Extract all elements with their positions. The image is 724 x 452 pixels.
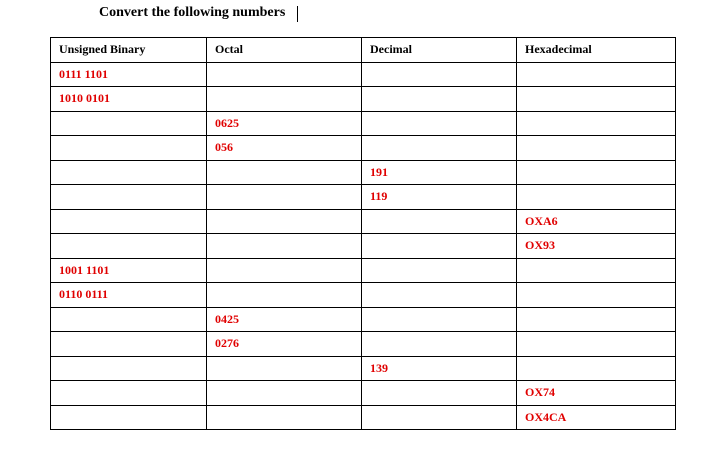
- table-row: [51, 160, 676, 185]
- cell-binary[interactable]: [51, 185, 207, 210]
- table-row: [51, 209, 676, 234]
- cell-hexadecimal[interactable]: [517, 356, 676, 381]
- header-octal: Octal: [207, 38, 362, 63]
- cell-binary[interactable]: [51, 234, 207, 259]
- cell-decimal[interactable]: 139: [362, 356, 517, 381]
- table-row: [51, 111, 676, 136]
- cell-octal[interactable]: [207, 258, 362, 283]
- cell-binary[interactable]: [51, 332, 207, 357]
- table-row: [51, 307, 676, 332]
- cell-binary[interactable]: 1001 1101: [51, 258, 207, 283]
- cell-decimal[interactable]: [362, 283, 517, 308]
- cell-binary[interactable]: 1010 0101: [51, 87, 207, 112]
- cell-binary[interactable]: 0110 0111: [51, 283, 207, 308]
- cell-octal[interactable]: [207, 283, 362, 308]
- cell-octal[interactable]: [207, 405, 362, 430]
- cell-octal[interactable]: [207, 62, 362, 87]
- cell-hexadecimal[interactable]: [517, 136, 676, 161]
- table-row: [51, 381, 676, 406]
- cell-octal[interactable]: [207, 209, 362, 234]
- cell-hexadecimal[interactable]: [517, 160, 676, 185]
- table-row: [51, 234, 676, 259]
- table-row: [51, 87, 676, 112]
- cell-octal[interactable]: [207, 234, 362, 259]
- cell-hexadecimal[interactable]: OXA6: [517, 209, 676, 234]
- cell-decimal[interactable]: 191: [362, 160, 517, 185]
- table-row: [51, 283, 676, 308]
- cell-decimal[interactable]: [362, 234, 517, 259]
- cell-decimal[interactable]: 119: [362, 185, 517, 210]
- cell-decimal[interactable]: [362, 381, 517, 406]
- table-row: [51, 258, 676, 283]
- text-cursor: [297, 6, 298, 22]
- cell-octal[interactable]: 0625: [207, 111, 362, 136]
- cell-hexadecimal[interactable]: [517, 307, 676, 332]
- table-row: [51, 405, 676, 430]
- cell-binary[interactable]: [51, 381, 207, 406]
- cell-octal[interactable]: [207, 185, 362, 210]
- cell-decimal[interactable]: [362, 405, 517, 430]
- cell-hexadecimal[interactable]: [517, 332, 676, 357]
- cell-hexadecimal[interactable]: [517, 111, 676, 136]
- cell-decimal[interactable]: [362, 111, 517, 136]
- cell-binary[interactable]: [51, 136, 207, 161]
- cell-octal[interactable]: [207, 87, 362, 112]
- cell-octal[interactable]: 056: [207, 136, 362, 161]
- header-row: [51, 38, 676, 63]
- cell-binary[interactable]: [51, 405, 207, 430]
- cell-decimal[interactable]: [362, 307, 517, 332]
- cell-hexadecimal[interactable]: OX74: [517, 381, 676, 406]
- cell-octal[interactable]: 0276: [207, 332, 362, 357]
- cell-hexadecimal[interactable]: [517, 283, 676, 308]
- table-row: [51, 185, 676, 210]
- cell-binary[interactable]: [51, 209, 207, 234]
- cell-hexadecimal[interactable]: [517, 258, 676, 283]
- cell-octal[interactable]: [207, 381, 362, 406]
- cell-decimal[interactable]: [362, 87, 517, 112]
- cell-octal[interactable]: 0425: [207, 307, 362, 332]
- header-hexadecimal: Hexadecimal: [517, 38, 676, 63]
- cell-hexadecimal[interactable]: OX93: [517, 234, 676, 259]
- cell-decimal[interactable]: [362, 258, 517, 283]
- cell-decimal[interactable]: [362, 209, 517, 234]
- cell-hexadecimal[interactable]: OX4CA: [517, 405, 676, 430]
- table-row: [51, 136, 676, 161]
- cell-hexadecimal[interactable]: [517, 62, 676, 87]
- conversion-table: [50, 37, 676, 430]
- cell-hexadecimal[interactable]: [517, 185, 676, 210]
- cell-decimal[interactable]: [362, 62, 517, 87]
- table-row: [51, 332, 676, 357]
- header-unsigned-binary: Unsigned Binary: [51, 38, 207, 63]
- cell-decimal[interactable]: [362, 136, 517, 161]
- cell-decimal[interactable]: [362, 332, 517, 357]
- table-row: [51, 356, 676, 381]
- cell-octal[interactable]: [207, 356, 362, 381]
- cell-binary[interactable]: 0111 1101: [51, 62, 207, 87]
- header-decimal: Decimal: [362, 38, 517, 63]
- cell-octal[interactable]: [207, 160, 362, 185]
- cell-binary[interactable]: [51, 356, 207, 381]
- cell-binary[interactable]: [51, 307, 207, 332]
- cell-binary[interactable]: [51, 111, 207, 136]
- table-row: [51, 62, 676, 87]
- document-title: Convert the following numbers: [99, 5, 286, 20]
- cell-hexadecimal[interactable]: [517, 87, 676, 112]
- cell-binary[interactable]: [51, 160, 207, 185]
